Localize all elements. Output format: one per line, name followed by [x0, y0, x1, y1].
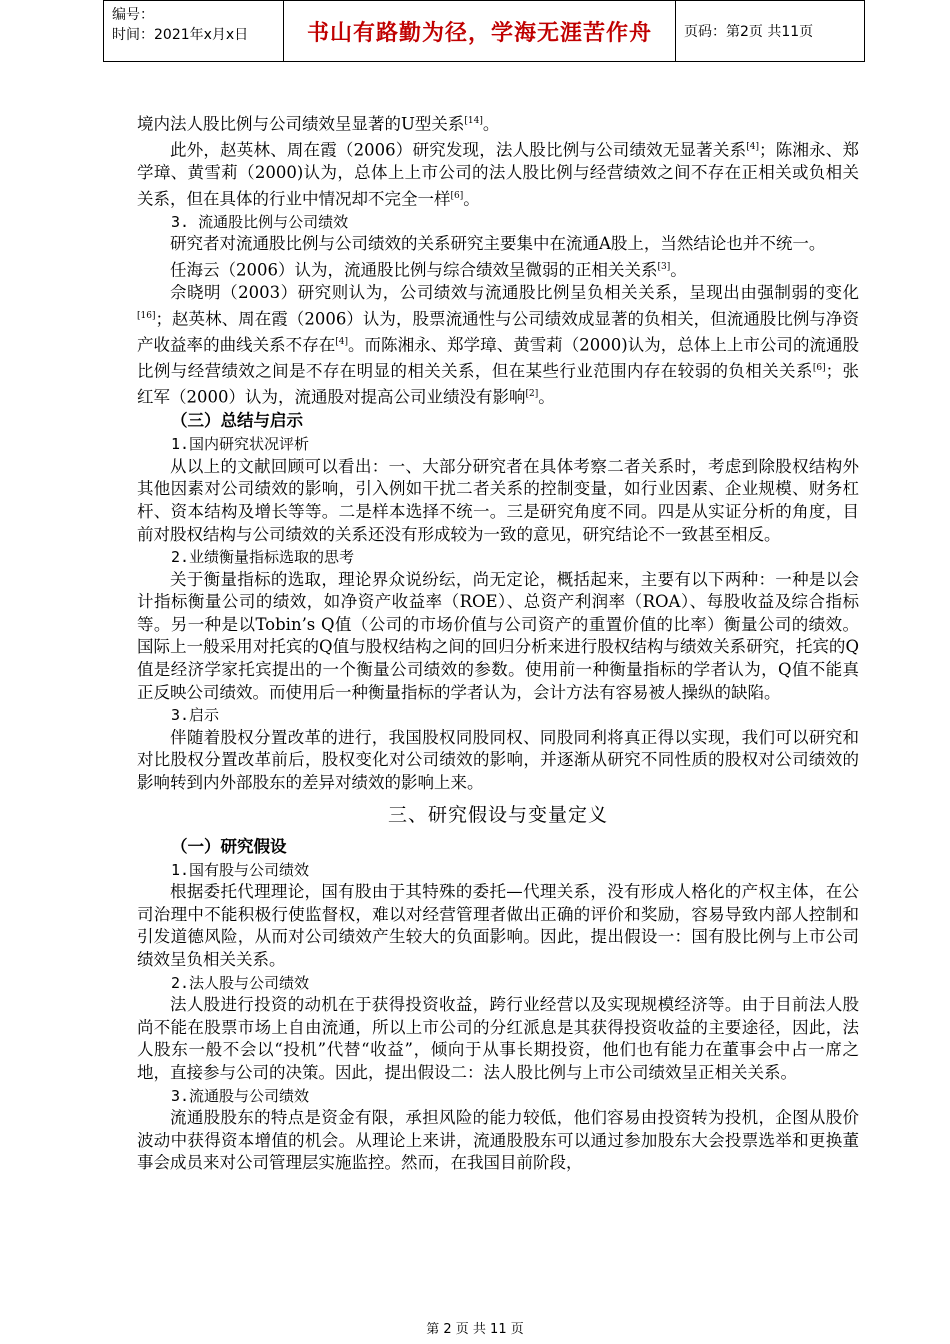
paragraph: 从以上的文献回顾可以看出：一、大部分研究者在具体考察二者关系时，考虑到除股权结构外其他因素对公司绩效的影响，引入例如干扰二者关系的控制变量，如行业因素、企业规模、财务杠杆、资本结构及增长等等。二是样本选择不统一。三是研究角度不同。四是从实证分析的角度，目前对股权结构与公司绩效的关系还没有形成较为一致的意见，研究结论不一致甚至相反。: [137, 456, 859, 544]
citation: [14]: [464, 116, 483, 126]
citation: [16]: [137, 310, 156, 321]
paragraph: 关于衡量指标的选取，理论界众说纷纭，尚无定论，概括起来，主要有以下两种：一种是以会计指标衡量公司的绩效，如净资产收益率（ROE）、总资产利润率（ROA）、每股收益及综合指标等。另一种是以Tobin’s Q值（公司的市场价值与公司资产的重置价值的比率）衡量公司的绩效。国际上一般采用对托宾的Q值与股权结构之间的回归分析来进行股权结构与绩效关系研究，托宾的Q值是经济学家托宾提出的一个衡量公司绩效的参数。使用前一种衡量指标的学者认为，Q值不能真正反映公司绩效。而使用后一种衡量指标的学者认为，会计方法有容易被人操纵的缺陷。: [137, 569, 859, 702]
header-meta: [104, 1, 284, 61]
subheading: 1.国内研究状况评析: [171, 435, 310, 454]
citation: [6]: [450, 190, 464, 201]
citation: [6]: [812, 362, 826, 373]
paragraph: 任海云（2006）认为，流通股比例与综合绩效呈微弱的正相关关系[3]。: [170, 260, 687, 280]
paragraph: 伴随着股权分置改革的进行，我国股权同股同权、同股同利将真正得以实现，我们可以研究和对比股权分置改革前后，股权变化对公司绩效的影响，并逐渐从研究不同性质的股权对公司绩效的影响转到内外部股东的差异对绩效的影响上来。: [137, 727, 859, 793]
citation: [4]: [746, 142, 760, 153]
paragraph: 此外，赵英林、周在霞（2006）研究发现，法人股比例与公司绩效无显著关系[4]；陈湘永、郑学璋、黄雪莉（2000)认为，总体上上市公司的法人股比例与经营绩效之间不存在正相关或负相关关系，但在具体的行业中情况却不完全一样[6]。: [137, 140, 860, 209]
main-content: [137, 110, 859, 1175]
header-page-info: 页码：第2页 共11页: [684, 24, 814, 40]
paragraph: 流通股股东的特点是资金有限，承担风险的能力较低，他们容易由投资转为投机，企图从股价波动中获得资本增值的机会。从理论上来讲，流通股股东可以通过参加股东大会投票选举和更换董事会成员来对公司管理层实施监控。然而，在我国目前阶段，: [137, 1108, 859, 1173]
section-heading: （三）总结与启示: [171, 411, 303, 431]
citation: [3]: [657, 262, 671, 273]
subheading: 2.法人股与公司绩效: [171, 973, 310, 992]
page-footer: 第 2 页 共 11 页: [426, 1322, 524, 1337]
paragraph: 法人股进行投资的动机在于获得投资收益，跨行业经营以及实现规模经济等。由于目前法人股尚不能在股票市场上自由流通，所以上市公司的分红派息是其获得投资收益的主要途径，因此，法人股东一般不会以“投机”代替“收益”，倾向于从事长期投资，他们也有能力在董事会中占一席之地，直接参与公司的决策。因此，提出假设二：法人股比例与上市公司绩效呈正相关关系。: [137, 995, 859, 1082]
page-header: [103, 0, 865, 62]
subheading: 3.启示: [171, 706, 220, 725]
subheading: 3. 流通股比例与公司绩效: [171, 212, 349, 231]
time-label: 时间：2021年x月x日: [112, 27, 249, 43]
subheading: 3.流通股与公司绩效: [171, 1086, 310, 1105]
paragraph: 佘晓明（2003）研究则认为，公司绩效与流通股比例呈负相关关系，呈现出由强制弱的变化[16]；赵英林、周在霞（2006）认为，股票流通性与公司绩效成显著的负相关，但流通股比例与净资产收益率的曲线关系不存在[4]。而陈湘永、郑学璋、黄雪莉（2000)认为，总体上上市公司的流通股比例与经营绩效之间是不存在明显的相关关系，但在某些行业范围内存在较弱的负相关关系[6]；张红军（2000）认为，流通股对提高公司业绩没有影响[2]。: [137, 283, 860, 407]
paragraph: 境内法人股比例与公司绩效呈显著的U型关系[14]。: [137, 114, 500, 134]
section-heading: （一）研究假设: [171, 836, 287, 856]
code-label: 编号：: [112, 7, 154, 23]
paragraph: 研究者对流通股比例与公司绩效的关系研究主要集中在流通A股上，当然结论也并不统一。: [170, 234, 826, 254]
paragraph: 根据委托代理理论，国有股由于其特殊的委托—代理关系，没有形成人格化的产权主体，在公司治理中不能积极行使监督权，难以对经营管理者做出正确的评价和奖励，容易导致内部人控制和引发道德风险，从而对公司绩效产生较大的负面影响。因此，提出假设一：国有股比例与上市公司绩效呈负相关关系。: [137, 882, 859, 969]
citation: [2]: [525, 389, 539, 400]
header-motto: 书山有路勤为径，学海无涯苦作舟: [284, 1, 676, 61]
subheading: 2.业绩衡量指标选取的思考: [171, 548, 355, 567]
subheading: 1.国有股与公司绩效: [171, 860, 310, 879]
citation: [4]: [335, 336, 348, 347]
chapter-heading: 三、研究假设与变量定义: [387, 803, 608, 826]
